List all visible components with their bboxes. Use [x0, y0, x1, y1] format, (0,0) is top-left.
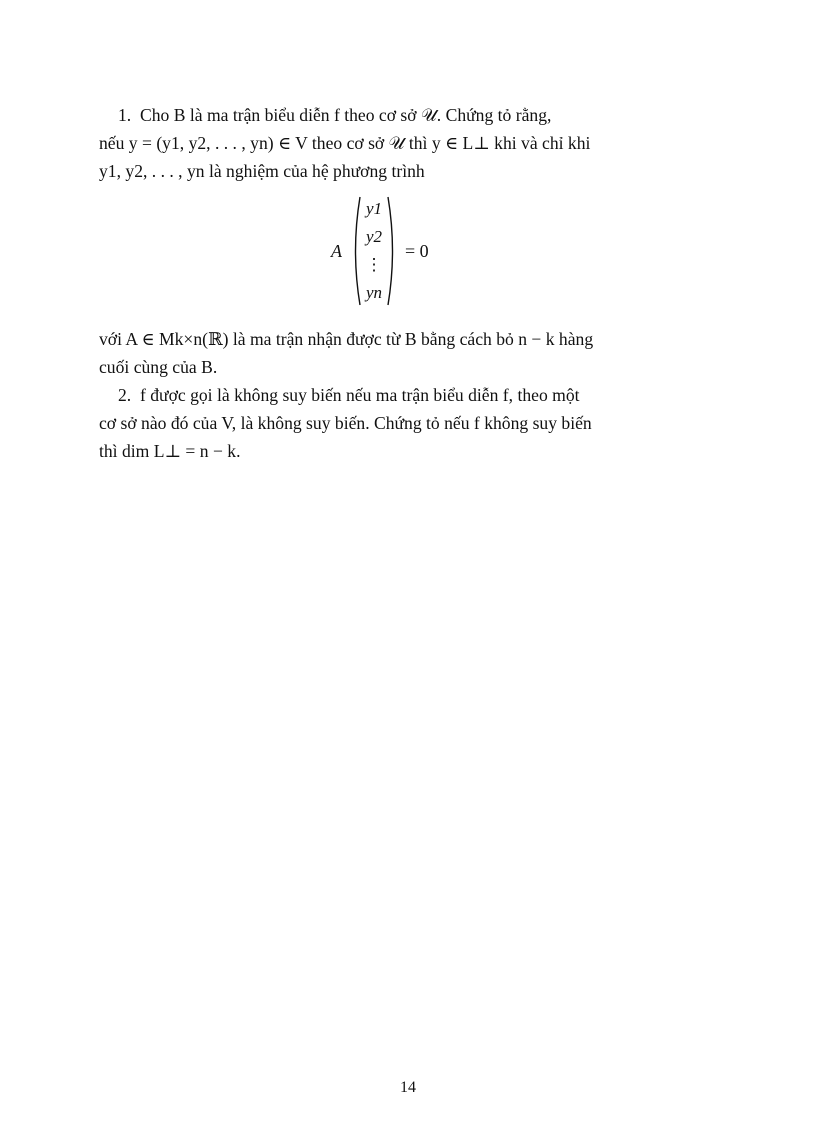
exercise-2-line-2: cơ sở nào đó của V, là không suy biến. Chứng tỏ nếu f không suy biến [99, 413, 592, 433]
equation-rhs: = 0 [405, 241, 429, 261]
exercise-2-line-1: 2. f được gọi là không suy biến nếu ma trận biểu diễn f, theo một [118, 385, 580, 405]
exercise-2-line-3: thì dim L⊥ = n − k. [99, 441, 241, 461]
column-vector-entries [359, 195, 389, 307]
continuation-line-2: cuối cùng của B. [99, 357, 218, 377]
exercise-1-line-1: 1. Cho B là ma trận biểu diễn f theo cơ sở 𝒰. Chứng tỏ rằng, [118, 105, 552, 125]
continuation-line-1: với A ∈ Mk×n(ℝ) là ma trận nhận được từ B bằng cách bỏ n − k hàng [99, 329, 594, 349]
matrix-equation [99, 195, 667, 311]
vector-entry-1: y1 [365, 199, 383, 218]
exercise-1-line-3: y1, y2, . . . , yn là nghiệm của hệ phương trình [99, 161, 425, 181]
vector-entry-n: yn [365, 283, 383, 302]
page-body [99, 101, 667, 465]
page-number: 14 [400, 1079, 416, 1096]
exercise-1-continuation [99, 325, 667, 381]
exercise-2-paragraph [99, 381, 667, 465]
exercise-1-paragraph [99, 101, 667, 185]
exercise-1-line-2: nếu y = (y1, y2, . . . , yn) ∈ V theo cơ sở 𝒰 thì y ∈ L⊥ khi và chỉ khi [99, 133, 591, 153]
equation-lhs-matrix: A [331, 241, 342, 261]
vector-entry-dots: ⋮ [365, 255, 383, 274]
vector-entry-2: y2 [365, 227, 383, 246]
